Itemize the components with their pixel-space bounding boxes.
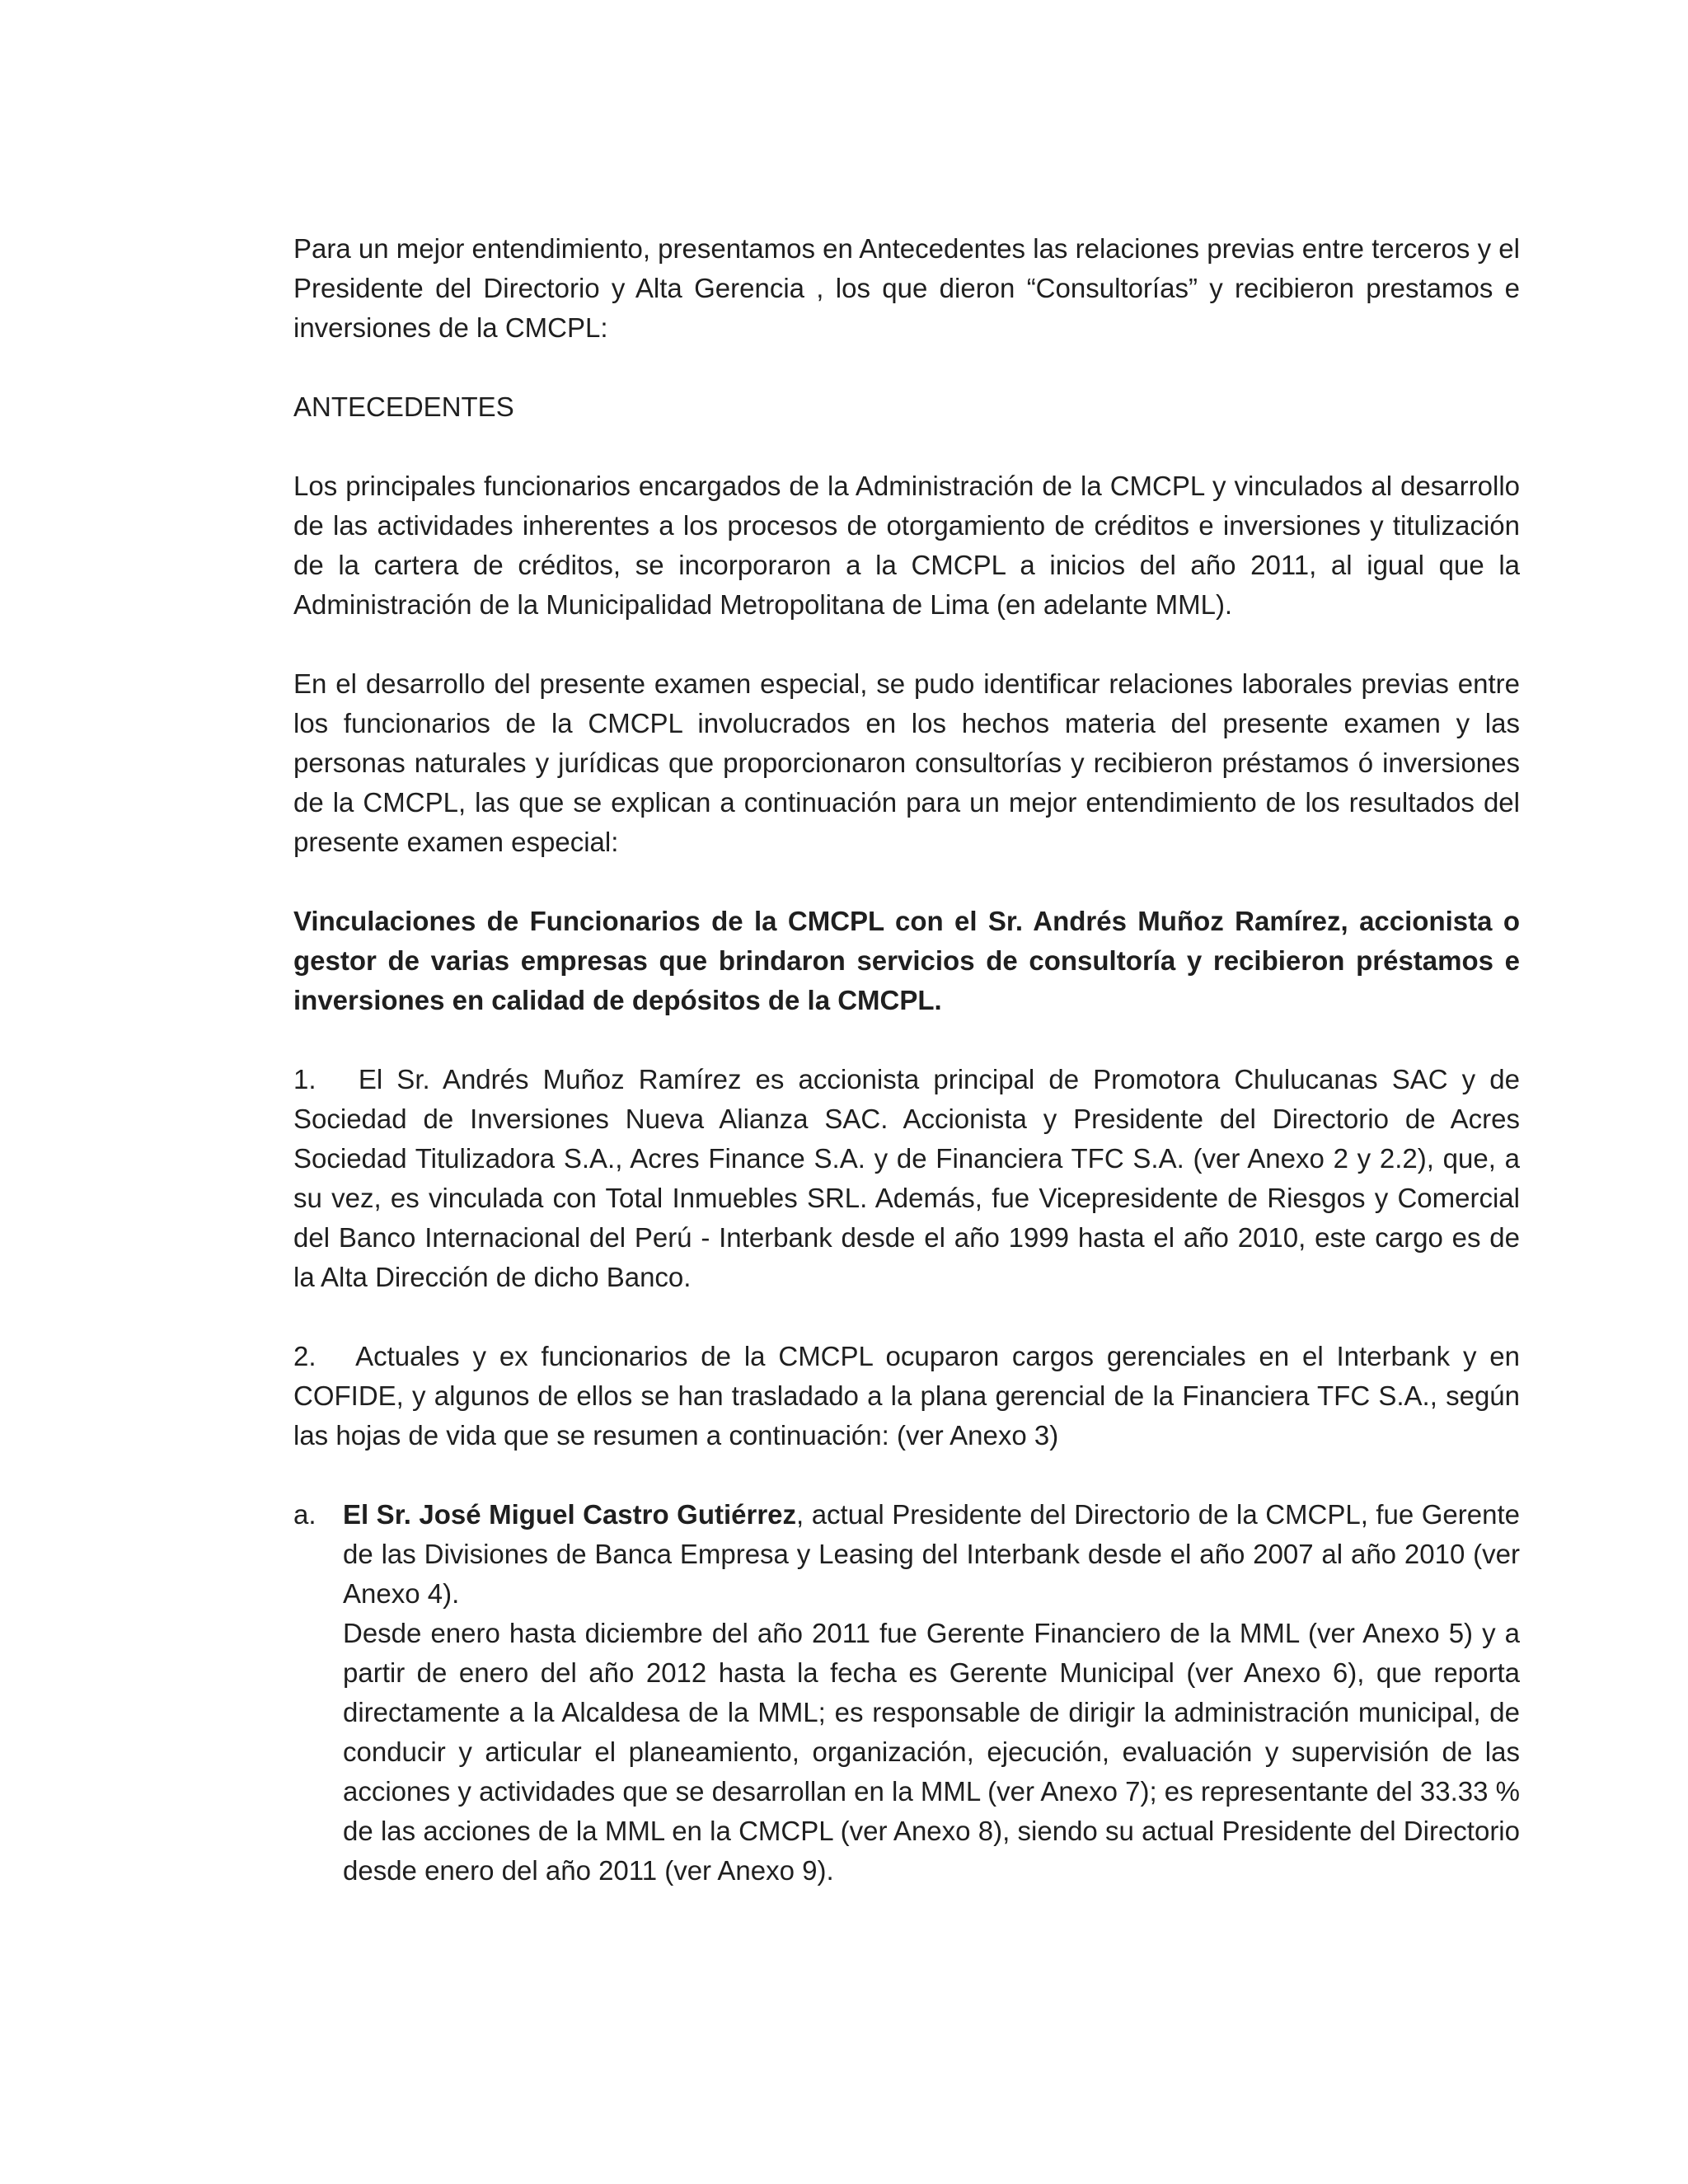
bold-heading-vinculaciones: Vinculaciones de Funcionarios de la CMCPL con el Sr. Andrés Muñoz Ramírez, accionista o gestor de varias empresas que brindaron servicios de consultoría y recibieron préstamos e inversiones en calidad de depósitos de la CMCPL. <box>293 906 1520 1015</box>
list-item-2-paragraph <box>293 1337 1520 1455</box>
list-item-1 <box>293 1060 1520 1297</box>
list-item-1-paragraph <box>293 1060 1520 1297</box>
list-item-2-text: Actuales y ex funcionarios de la CMCPL ocuparon cargos gerenciales en el Interbank y en COFIDE, y algunos de ellos se han trasladado a la plana gerencial de la Financiera TFC S.A., según las hojas de vida que se resumen a continuación: (ver Anexo 3) <box>293 1341 1520 1451</box>
list-item-a-text: , actual Presidente del Directorio de la CMCPL, fue Gerente de las Divisiones de Banca Empresa y Leasing del Interbank desde el año 2007 al año 2010 (ver Anexo 4). <box>343 1499 1520 1609</box>
list-item-2 <box>293 1337 1520 1455</box>
paragraph-officials: Los principales funcionarios encargados de la Administración de la CMCPL y vinculados al desarrollo de las actividades inherentes a los procesos de otorgamiento de créditos e inversiones y titulización de la cartera de créditos, se incorporaron a la CMCPL a inicios del año 2011, al igual que la Administración de la Municipalidad Metropolitana de Lima (en adelante MML). <box>293 471 1520 620</box>
list-item-1-text: El Sr. Andrés Muñoz Ramírez es accionista principal de Promotora Chulucanas SAC y de Sociedad de Inversiones Nueva Alianza SAC. Accionista y Presidente del Directorio de Acres Sociedad Titulizadora S.A., Acres Finance S.A. y de Financiera TFC S.A. (ver Anexo 2 y 2.2), que, a su vez, es vinculada con Total Inmuebles SRL. Además, fue Vicepresidente de Riesgos y Comercial del Banco Internacional del Perú - Interbank desde el año 1999 hasta el año 2010, este cargo es de la Alta Dirección de dicho Banco. <box>293 1064 1520 1292</box>
paragraph-examination: En el desarrollo del presente examen especial, se pudo identificar relaciones laborales previas entre los funcionarios de la CMCPL involucrados en los hechos materia del presente examen y las personas naturales y jurídicas que proporcionaron consultorías y recibieron préstamos ó inversiones de la CMCPL, las que se explican a continuación para un mejor entendimiento de los resultados del presente examen especial: <box>293 668 1520 857</box>
document-page <box>293 229 1520 1891</box>
person-name-castro: El Sr. José Miguel Castro Gutiérrez <box>343 1499 797 1530</box>
list-item-a <box>293 1495 1520 1891</box>
list-item-a-marker: a. <box>293 1499 316 1530</box>
list-item-a-first-paragraph <box>343 1495 1520 1614</box>
list-item-2-marker: 2. <box>293 1341 316 1371</box>
list-item-a-continuation: Desde enero hasta diciembre del año 2011 fue Gerente Financiero de la MML (ver Anexo 5) y a partir de enero del año 2012 hasta la fecha es Gerente Municipal (ver Anexo 6), que reporta directamente a la Alcaldesa de la MML; es responsable de dirigir la administración municipal, de conducir y articular el planeamiento, organización, ejecución, evaluación y supervisión de las acciones y actividades que se desarrollan en la MML (ver Anexo 7); es representante del 33.33 % de las acciones de la MML en la CMCPL (ver Anexo 8), siendo su actual Presidente del Directorio desde enero del año 2011 (ver Anexo 9). <box>343 1618 1520 1886</box>
section-heading-antecedentes: ANTECEDENTES <box>293 391 514 422</box>
list-item-1-marker: 1. <box>293 1064 316 1094</box>
list-item-a-body <box>343 1495 1520 1891</box>
intro-paragraph: Para un mejor entendimiento, presentamos en Antecedentes las relaciones previas entre terceros y el Presidente del Directorio y Alta Gerencia , los que dieron “Consultorías” y recibieron prestamos e inversiones de la CMCPL: <box>293 233 1520 343</box>
